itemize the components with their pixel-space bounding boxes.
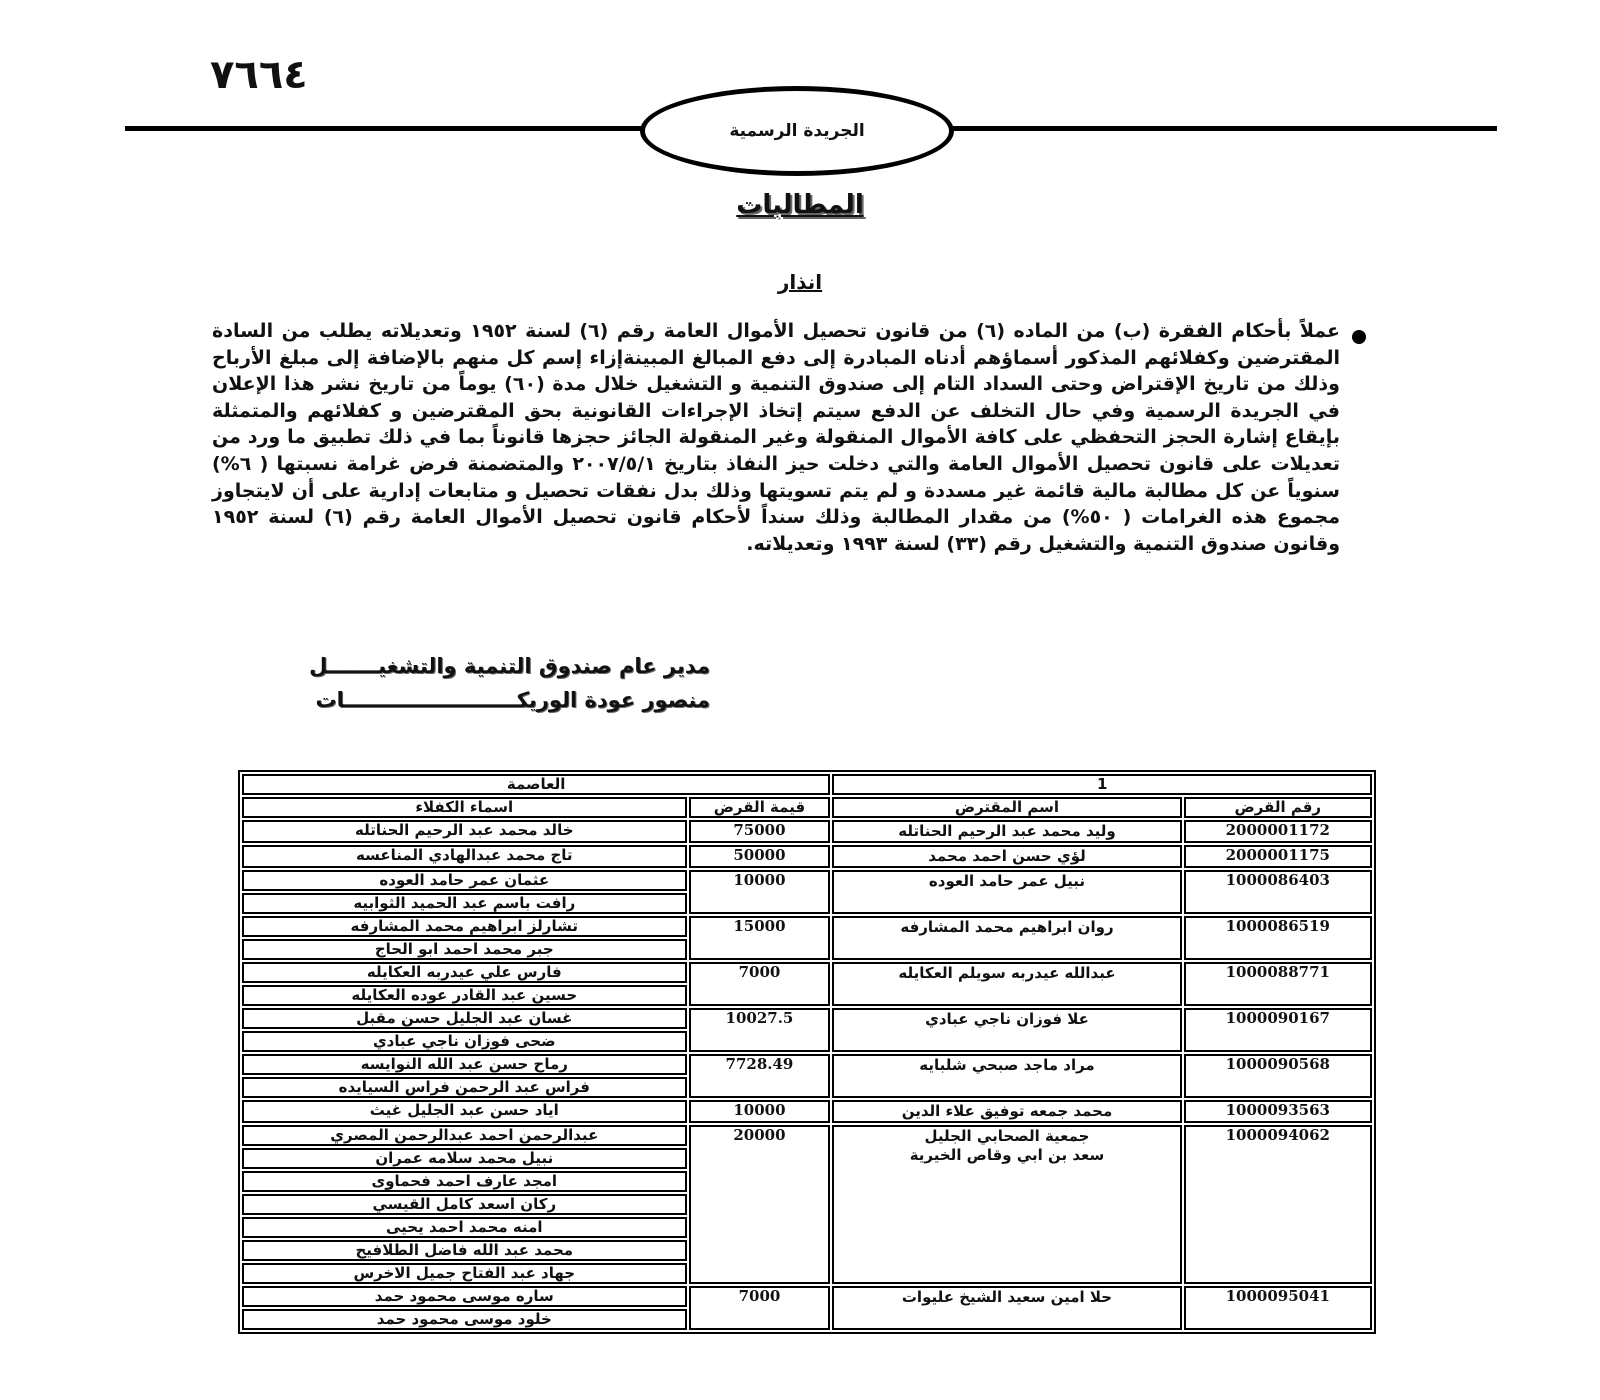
loan-number-cell: 1000086403 — [1184, 870, 1372, 914]
guarantor-cell: عبدالرحمن احمد عبدالرحمن المصري — [242, 1125, 687, 1146]
guarantor-cell: فراس عبد الرحمن فراس السيايده — [242, 1077, 687, 1098]
loan-amount-cell: 10000 — [689, 1100, 831, 1123]
borrower-cell — [832, 845, 1181, 868]
guarantor-cell: عثمان عمر حامد العوده — [242, 870, 687, 891]
table-row — [242, 1054, 1372, 1075]
loan-amount-cell: 75000 — [689, 820, 831, 843]
table-row — [242, 916, 1372, 937]
borrower-cell — [832, 820, 1181, 843]
borrower-name: وليد محمد عبد الرحيم الحناتله — [898, 822, 1116, 840]
table-row — [242, 845, 1372, 868]
borrower-cell — [832, 1008, 1181, 1052]
loan-amount-cell: 20000 — [689, 1125, 831, 1284]
borrower-cell — [832, 1054, 1181, 1098]
loan-amount-cell: 10000 — [689, 870, 831, 914]
gazette-name: الجريدة الرسمية — [729, 121, 865, 141]
table-row — [242, 962, 1372, 983]
table-row — [242, 1286, 1372, 1307]
loan-amount-cell: 10027.5 — [689, 1008, 831, 1052]
guarantor-cell: نبيل محمد سلامه عمران — [242, 1148, 687, 1169]
table-row — [242, 870, 1372, 891]
borrower-name: محمد جمعه توفيق علاء الدين — [901, 1102, 1113, 1120]
guarantor-cell: رماح حسن عبد الله النوايسه — [242, 1054, 687, 1075]
signature-name: منصور عودة الوريكــــــــــــــــــــــــات — [315, 688, 710, 712]
borrower-name: لؤي حسن احمد محمد — [928, 847, 1086, 865]
loan-amount-cell: 15000 — [689, 916, 831, 960]
guarantor-cell: اياد حسن عبد الجليل غيث — [242, 1100, 687, 1123]
loan-number-cell: 2000001175 — [1184, 845, 1372, 868]
table-row — [242, 1125, 1372, 1146]
guarantor-cell: خالد محمد عبد الرحيم الحناتله — [242, 820, 687, 843]
bullet-icon — [1352, 330, 1366, 344]
loan-amount-cell: 7000 — [689, 962, 831, 1006]
guarantor-cell: حسين عبد القادر عوده العكايله — [242, 985, 687, 1006]
borrower-cell — [832, 916, 1181, 960]
borrower-name: حلا امين سعيد الشيخ عليوات — [901, 1288, 1113, 1306]
claims-table — [238, 770, 1376, 1334]
loan-number-cell: 1000094062 — [1184, 1125, 1372, 1284]
signature-title: مدير عام صندوق التنمية والتشغيـــــــل — [309, 654, 710, 678]
borrower-name: نبيل عمر حامد العوده — [928, 872, 1086, 890]
table-header-row — [242, 797, 1372, 818]
loan-number-cell: 1000090568 — [1184, 1054, 1372, 1098]
loan-number-cell: 1000088771 — [1184, 962, 1372, 1006]
guarantor-cell: تاج محمد عبدالهادي المناعسه — [242, 845, 687, 868]
borrower-name: مراد ماجد صبحي شلبايه — [919, 1056, 1095, 1074]
guarantor-cell: امنه محمد احمد يحيى — [242, 1217, 687, 1238]
header-guarantors: اسماء الكفلاء — [242, 797, 687, 818]
loan-amount-cell: 50000 — [689, 845, 831, 868]
table-row — [242, 820, 1372, 843]
gazette-name-badge — [640, 86, 954, 176]
loan-number-cell: 2000001172 — [1184, 820, 1372, 843]
loan-number-cell: 1000093563 — [1184, 1100, 1372, 1123]
borrower-name: علا فوزان ناجي عبادي — [925, 1010, 1089, 1028]
borrower-name: عبدالله عيدربه سويلم العكايله — [898, 964, 1116, 982]
header-borrower: اسم المقترض — [832, 797, 1181, 818]
table-row — [242, 1100, 1372, 1123]
header-amount: قيمة القرض — [689, 797, 831, 818]
borrower-cell — [832, 1125, 1181, 1284]
borrower-name: روان ابراهيم محمد المشارفه — [900, 918, 1114, 936]
loan-amount-cell: 7000 — [689, 1286, 831, 1330]
borrower-cell — [832, 870, 1181, 914]
notice-subtitle: انذار — [777, 270, 823, 294]
guarantor-cell: جبر محمد احمد ابو الحاج — [242, 939, 687, 960]
borrower-name: جمعية الصحابي الجليل — [924, 1127, 1090, 1145]
borrower-cell — [832, 962, 1181, 1006]
table-group-header — [242, 774, 1372, 795]
guarantor-cell: فارس علي عيدربه العكايله — [242, 962, 687, 983]
header-loan-no: رقم القرض — [1184, 797, 1372, 818]
borrower-cell — [832, 1286, 1181, 1330]
loan-number-cell: 1000086519 — [1184, 916, 1372, 960]
loan-number-cell: 1000090167 — [1184, 1008, 1372, 1052]
table-row — [242, 1008, 1372, 1029]
guarantor-cell: جهاد عبد الفتاح جميل الاخرس — [242, 1263, 687, 1284]
guarantor-cell: رافت باسم عبد الحميد الثوابيه — [242, 893, 687, 914]
guarantor-cell: امجد عارف احمد فحماوى — [242, 1171, 687, 1192]
loan-amount-cell: 7728.49 — [689, 1054, 831, 1098]
guarantor-cell: خلود موسى محمود حمد — [242, 1309, 687, 1330]
borrower-name: سعد بن ابي وقاص الخيرية — [909, 1146, 1105, 1164]
guarantor-cell: ضحى فوزان ناجي عبادي — [242, 1031, 687, 1052]
guarantor-cell: محمد عبد الله فاضل الطلافيح — [242, 1240, 687, 1261]
page-title: المطالبات — [736, 190, 864, 220]
guarantor-cell: تشارلز ابراهيم محمد المشارفه — [242, 916, 687, 937]
group-number: 1 — [832, 774, 1372, 795]
notice-body: عملاً بأحكام الفقرة (ب) من الماده (٦) من قانون تحصيل الأموال العامة رقم (٦) لسنة ١٩٥٢ وتعديلاته يطلب من السادة المقترضين وكفلائهم المذكور أسماؤهم أدناه المبادرة إلى دفع المبالغ المبينةإزاء إسم كل منهم بالإضافة إلى مبلغ الأرباح وذلك من تاريخ الإقتراض وحتى السداد التام إلى صندوق التنمية و التشغيل خلال مدة (٦٠) يوماً من تاريخ نشر هذا الإعلان في الجريدة الرسمية وفي حال التخلف عن الدفع سيتم إتخاذ الإجراءات القانونية بحق المقترضين و كفلائهم والمتمثلة بإيقاع إشارة الحجز التحفظي على كافة الأموال المنقولة وغير المنقولة الجائز حجزها قانوناً بما في ذلك تطبيق ما ورد من تعديلات على قانون تحصيل الأموال العامة والتي دخلت حيز النفاذ بتاريخ ٢٠٠٧/٥/١ والمتضمنة فرض غرامة نسبتها ( ٦%) سنوياً عن كل مطالبة مالية قائمة غير مسددة و لم يتم تسويتها وذلك بدل نفقات تحصيل و متابعات إدارية على أن لايتجاوز مجموع هذه الغرامات ( ٥٠%) من مقدار المطالبة وذلك سنداً لأحكام قانون تحصيل الأموال العامة رقم (٦) لسنة ١٩٥٢ وقانون صندوق التنمية والتشغيل رقم (٣٣) لسنة ١٩٩٣ وتعديلاته. — [212, 320, 1340, 555]
guarantor-cell: ركان اسعد كامل القيسي — [242, 1194, 687, 1215]
borrower-cell — [832, 1100, 1181, 1123]
group-region: العاصمة — [242, 774, 830, 795]
guarantor-cell: ساره موسى محمود حمد — [242, 1286, 687, 1307]
loan-number-cell: 1000095041 — [1184, 1286, 1372, 1330]
guarantor-cell: غسان عبد الجليل حسن مقبل — [242, 1008, 687, 1029]
page-number: ٧٦٦٤ — [210, 52, 308, 98]
